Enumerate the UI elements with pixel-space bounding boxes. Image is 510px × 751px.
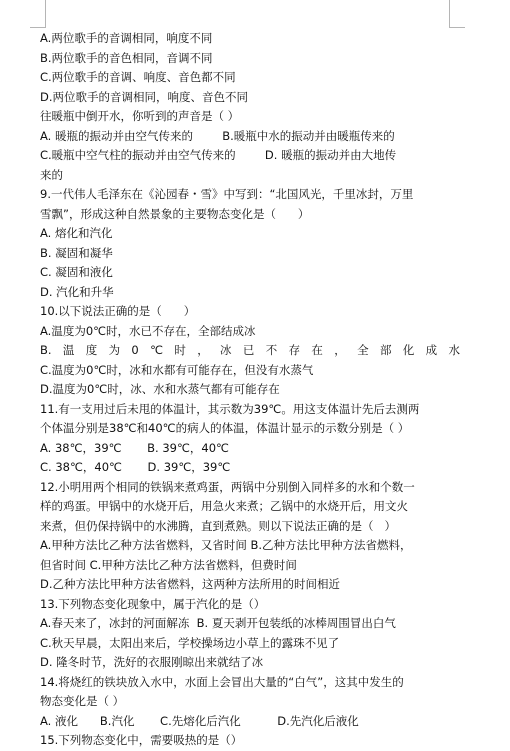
answer-option: A. 液化 B.汽化 C.先熔化后汽化 D.先汽化后液化 [40,713,359,728]
answer-option: A.春天来了，冰封的河面解冻 B. 夏天剥开包装纸的冰棒周围冒出白气 [40,616,396,630]
text-line: B.两位歌手的音色相同，音调不同 [40,50,213,65]
crop-mark-top-left [45,0,46,28]
answer-option: A.甲种方法比乙种方法省燃料，又省时间 B.乙种方法比甲种方法省燃料， [40,538,412,552]
answer-option: C. 凝固和液化 [40,265,113,279]
question-stem: 样的鸡蛋。甲锅中的水烧开后，用急火来煮；乙锅中的水烧开后，用文火 [40,499,408,513]
question-stem: 雪飘”，形成这种自然景象的主要物态变化是（ ） [40,206,310,221]
question-stem: 13.下列物态变化现象中，属于汽化的是（） [40,596,266,611]
question-stem: 11.有一支用过后未甩的体温计，其示数为39℃。用这支体温计先后去测两 [40,401,420,416]
answer-option: C.秋天早晨，太阳出来后，学校操场边小草上的露珠不见了 [40,635,340,650]
question-stem: 14.将烧红的铁块放入水中，水面上会冒出大量的“白气”，这其中发生的 [40,674,404,689]
text-line: A. 暖瓶的振动并由空气传来的 B.暖瓶中水的振动并由暖瓶传来的 [40,128,395,143]
answer-option: A. 熔化和汽化 [40,226,113,240]
answer-option: A.温度为0℃时，水已不存在，全部结成冰 [40,323,256,338]
question-stem: 个体温分别是38℃和40℃的病人的体温，体温计显示的示数分别是（ ） [40,421,410,435]
text-line: C.暖瓶中空气柱的振动并由空气传来的 D. 暖瓶的振动并由大地传 [40,148,397,162]
answer-option: B. 凝固和凝华 [40,245,113,260]
question-stem: 往暖瓶中倒开水，你听到的声音是（ ） [40,109,240,123]
answer-option-justified: B. 温 度 为 0 ℃ 时 ， 冰 已 不 存 在 ， 全 部 化 成 水 [40,343,460,357]
text-line: A.两位歌手的音调相同，响度不同 [40,31,213,45]
answer-option: D. 隆冬时节，洗好的衣服刚晾出来就结了冰 [40,655,264,669]
answer-option: A. 38℃，39℃ B. 39℃，40℃ [40,440,229,455]
answer-option: D.温度为0℃时，冰、水和水蒸气都有可能存在 [40,382,280,396]
answer-option: C.温度为0℃时，冰和水都有可能存在，但没有水蒸气 [40,362,314,377]
answer-option: D. 汽化和升华 [40,284,114,299]
text-line: D.两位歌手的音调相同，响度、音色不同 [40,89,249,104]
answer-option: D.乙种方法比甲种方法省燃料，这两种方法所用的时间相近 [40,577,341,591]
question-stem: 10.以下说法正确的是（ ） [40,304,196,318]
question-stem: 来煮，但仍保持锅中的水沸腾，直到煮熟。则以下说法正确的是（ ） [40,518,396,533]
crop-mark-top-left [30,27,46,28]
question-stem: 12.小明用两个相同的铁锅来煮鸡蛋，两锅中分别倒入同样多的水和个数一 [40,479,415,494]
question-stem: 9.一代伟人毛泽东在《沁园春・雪》中写到：“北国风光，千里冰封，万里 [40,187,414,201]
answer-option: 但省时间 C.甲种方法比乙种方法省燃料，但费时间 [40,557,297,572]
crop-mark-top-right [449,27,465,28]
text-line: 来的 [40,167,63,182]
crop-mark-top-right [449,0,450,28]
question-stem: 物态变化是（ ） [40,694,125,708]
answer-option: C. 38℃，40℃ D. 39℃，39℃ [40,460,231,474]
text-line: C.两位歌手的音调、响度、音色都不同 [40,70,236,84]
question-stem: 15.下列物态变化中，需要吸热的是（） [40,733,243,747]
exam-text [40,29,460,751]
